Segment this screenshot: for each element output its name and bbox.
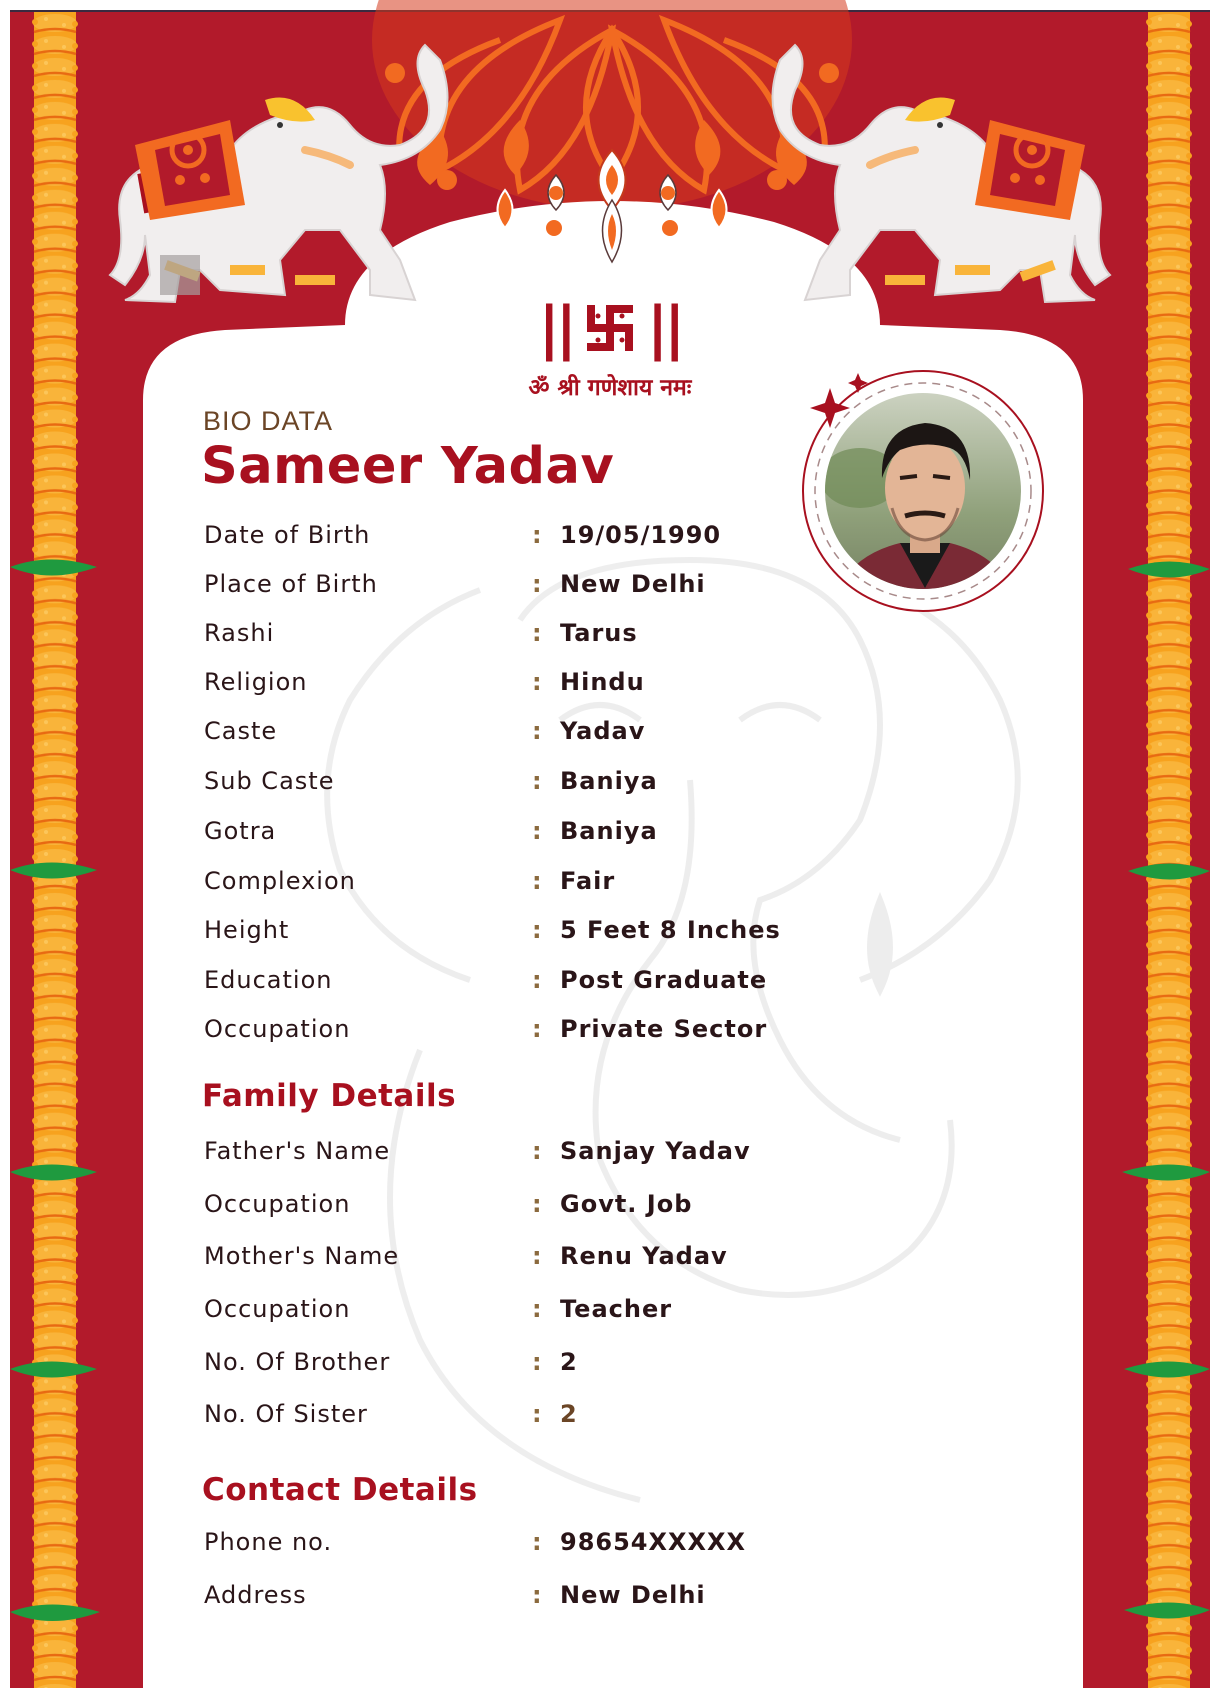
- row-separator: :: [532, 1137, 542, 1165]
- ganesh-mantra: ॐ श्री गणेशाय नमः: [528, 375, 692, 401]
- row-value: Hindu: [560, 668, 645, 696]
- row-value: Renu Yadav: [560, 1242, 728, 1270]
- family-row-father-name: [0, 1133, 1220, 1169]
- bio-data-heading: BIO DATA: [203, 406, 334, 436]
- row-value: Post Graduate: [560, 966, 768, 994]
- row-separator: :: [532, 521, 542, 549]
- row-separator: :: [532, 668, 542, 696]
- detail-row-rashi: [0, 615, 1220, 651]
- detail-row-sub-caste: [0, 763, 1220, 799]
- row-label: Phone no.: [204, 1528, 333, 1556]
- row-separator: :: [532, 717, 542, 745]
- row-label: Father's Name: [204, 1137, 391, 1165]
- row-label: Height: [204, 916, 290, 944]
- row-value: Govt. Job: [560, 1190, 693, 1218]
- detail-row-occupation: [0, 1011, 1220, 1047]
- detail-row-gotra: [0, 813, 1220, 849]
- row-separator: :: [532, 1295, 542, 1323]
- family-details-heading: Family Details: [202, 1078, 457, 1114]
- auspicious-symbol-row: [0, 296, 1220, 360]
- row-label: Occupation: [204, 1190, 351, 1218]
- row-value: 2: [560, 1348, 578, 1376]
- row-value: 2: [560, 1400, 578, 1428]
- row-value: Baniya: [560, 767, 658, 795]
- row-label: Education: [204, 966, 333, 994]
- row-separator: :: [532, 1528, 542, 1556]
- row-label: Gotra: [204, 817, 277, 845]
- double-bar-right: ||: [647, 294, 682, 362]
- row-label: Occupation: [204, 1295, 351, 1323]
- row-value: 98654XXXXX: [560, 1528, 747, 1556]
- family-row-father-occupation: [0, 1186, 1220, 1222]
- row-value: 5 Feet 8 Inches: [560, 916, 781, 944]
- detail-row-date-of-birth: [0, 517, 1220, 553]
- swastika-icon: [587, 303, 633, 353]
- row-separator: :: [532, 966, 542, 994]
- row-label: No. Of Sister: [204, 1400, 368, 1428]
- row-value: Yadav: [560, 717, 646, 745]
- row-label: Sub Caste: [204, 767, 335, 795]
- row-value: Private Sector: [560, 1015, 768, 1043]
- row-label: Mother's Name: [204, 1242, 400, 1270]
- row-separator: :: [532, 1400, 542, 1428]
- candidate-name: Sameer Yadav: [201, 437, 615, 496]
- detail-row-height: [0, 912, 1220, 948]
- row-value: New Delhi: [560, 570, 706, 598]
- detail-row-complexion: [0, 863, 1220, 899]
- family-row-mother-occupation: [0, 1291, 1220, 1327]
- row-label: Date of Birth: [204, 521, 371, 549]
- row-label: Complexion: [204, 867, 356, 895]
- row-value: Teacher: [560, 1295, 673, 1323]
- row-value: New Delhi: [560, 1581, 706, 1609]
- row-value: 19/05/1990: [560, 521, 722, 549]
- row-value: Tarus: [560, 619, 638, 647]
- row-separator: :: [532, 1581, 542, 1609]
- family-row-brothers: [0, 1344, 1220, 1380]
- detail-row-caste: [0, 713, 1220, 749]
- family-row-sisters: [0, 1396, 1220, 1432]
- detail-row-place-of-birth: [0, 566, 1220, 602]
- detail-row-religion: [0, 664, 1220, 700]
- row-separator: :: [532, 570, 542, 598]
- row-value: Fair: [560, 867, 616, 895]
- row-separator: :: [532, 916, 542, 944]
- row-separator: :: [532, 867, 542, 895]
- row-label: Place of Birth: [204, 570, 378, 598]
- row-label: Address: [204, 1581, 307, 1609]
- row-separator: :: [532, 1348, 542, 1376]
- row-label: Religion: [204, 668, 308, 696]
- row-separator: :: [532, 817, 542, 845]
- double-bar-left: ||: [538, 294, 573, 362]
- row-value: Sanjay Yadav: [560, 1137, 751, 1165]
- row-label: Caste: [204, 717, 278, 745]
- row-separator: :: [532, 767, 542, 795]
- row-separator: :: [532, 1190, 542, 1218]
- row-separator: :: [532, 1242, 542, 1270]
- row-label: Occupation: [204, 1015, 351, 1043]
- row-label: Rashi: [204, 619, 275, 647]
- contact-row-address: [0, 1577, 1220, 1613]
- contact-details-heading: Contact Details: [202, 1472, 478, 1508]
- contact-row-phone: [0, 1524, 1220, 1560]
- row-value: Baniya: [560, 817, 658, 845]
- detail-row-education: [0, 962, 1220, 998]
- family-row-mother-name: [0, 1238, 1220, 1274]
- row-separator: :: [532, 1015, 542, 1043]
- row-label: No. Of Brother: [204, 1348, 391, 1376]
- row-separator: :: [532, 619, 542, 647]
